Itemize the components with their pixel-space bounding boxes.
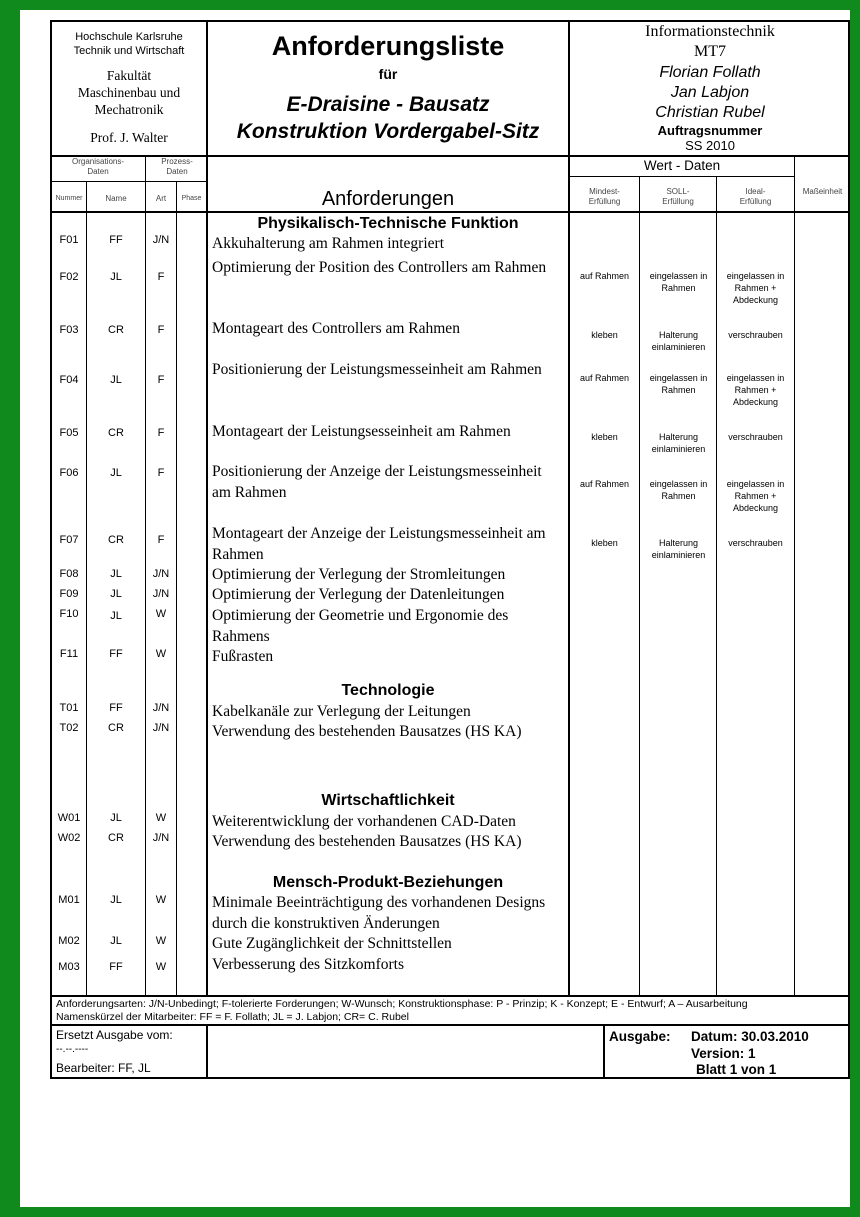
section-physikalisch: Physikalisch-Technische Funktion	[257, 215, 519, 232]
row-f11-requirement: Fußrasten	[212, 648, 274, 665]
row-f07-soll: Halterung einlaminieren	[651, 538, 706, 560]
row-f05-mindest: kleben	[591, 432, 618, 442]
h-line-legend-top	[50, 995, 850, 997]
row-w02-requirement: Verwendung des bestehenden Bausatzes (HS KA)	[212, 833, 522, 850]
row-f04-requirement: Positionierung der Leistungsmesseinheit am Rahmen	[212, 361, 542, 378]
authors: Florian Follath Jan Labjon Christian Rubel	[655, 64, 765, 121]
v-line-mindest	[639, 176, 640, 996]
h-line-wert-split	[569, 176, 794, 177]
document-title: Anforderungsliste	[271, 31, 505, 61]
professor-name: Prof. J. Walter	[90, 130, 168, 145]
row-f06-mindest: auf Rahmen	[579, 479, 630, 489]
process-data-header: Prozess- Daten	[161, 157, 193, 176]
row-f02-requirement: Optimierung der Position des Controllers am Rahmen	[212, 259, 547, 276]
row-m02-art: W	[155, 935, 167, 947]
col-soll: SOLL- Erfüllung	[662, 187, 694, 206]
v-line-phase	[206, 155, 208, 996]
row-f09-name: JL	[110, 588, 122, 600]
row-f10-requirement: Optimierung der Geometrie und Ergonomie des Rahmens	[212, 607, 509, 645]
row-f07-art: F	[157, 534, 165, 546]
row-t02-art: J/N	[152, 722, 170, 734]
replaces-edition-date: --.--.----	[56, 1044, 89, 1055]
title-fuer: für	[378, 66, 398, 82]
row-w01-name: JL	[110, 812, 122, 824]
row-m01-requirement: Minimale Beeinträchtigung des vorhandenen Designs durch die konstruktiven Änderungen	[212, 894, 546, 932]
section-wirtschaftlichkeit: Wirtschaftlichkeit	[321, 792, 455, 809]
v-line-ideal	[794, 155, 795, 996]
col-masseinheit: Maßeinheit	[802, 187, 843, 196]
row-m01-art: W	[155, 894, 167, 906]
row-f01-name: FF	[109, 234, 123, 246]
col-ideal: Ideal- Erfüllung	[739, 187, 772, 206]
row-f09-art: J/N	[152, 588, 170, 600]
row-f07-number: F07	[59, 534, 79, 546]
row-f03-requirement: Montageart des Controllers am Rahmen	[212, 320, 460, 337]
row-f06-requirement: Positionierung der Anzeige der Leistungsmesseinheit am Rahmen	[212, 463, 542, 501]
project-subtitle: E-Draisine - Bausatz	[286, 93, 490, 116]
row-t01-number: T01	[59, 702, 79, 714]
row-m02-number: M02	[58, 935, 80, 947]
row-f03-soll: Halterung einlaminieren	[651, 330, 706, 352]
course: MT7	[694, 43, 726, 60]
v-line-nummer	[86, 182, 87, 996]
row-f01-number: F01	[59, 234, 79, 246]
v-line-soll	[716, 176, 717, 996]
row-m01-name: JL	[110, 894, 122, 906]
row-f04-mindest: auf Rahmen	[579, 373, 630, 383]
row-f04-soll: eingelassen in Rahmen	[649, 373, 708, 395]
row-f11-number: F11	[59, 648, 79, 660]
row-f03-art: F	[157, 324, 165, 336]
row-m02-requirement: Gute Zugänglichkeit der Schnittstellen	[212, 935, 452, 952]
row-f03-name: CR	[108, 324, 124, 336]
row-m03-art: W	[155, 961, 167, 973]
row-f08-art: J/N	[152, 568, 170, 580]
row-f06-ideal: eingelassen in Rahmen + Abdeckung	[726, 479, 785, 513]
row-m03-name: FF	[109, 961, 123, 973]
row-f03-mindest: kleben	[591, 330, 618, 340]
row-f02-art: F	[157, 271, 165, 283]
v-line-footer-right	[603, 1025, 605, 1079]
col-nummer: Nummer	[55, 195, 83, 202]
row-m03-number: M03	[58, 961, 80, 973]
section-technologie: Technologie	[341, 682, 435, 699]
row-f09-number: F09	[59, 588, 79, 600]
row-w01-number: W01	[57, 812, 81, 824]
col-art: Art	[155, 194, 167, 203]
row-f02-number: F02	[59, 271, 79, 283]
row-f07-ideal: verschrauben	[728, 538, 783, 548]
row-f01-requirement: Akkuhalterung am Rahmen integriert	[212, 235, 445, 252]
row-f03-ideal: verschrauben	[728, 330, 783, 340]
row-f04-ideal: eingelassen in Rahmen + Abdeckung	[726, 373, 785, 407]
row-t02-requirement: Verwendung des bestehenden Bausatzes (HS KA)	[212, 723, 522, 740]
row-w02-name: CR	[108, 832, 124, 844]
row-f07-name: CR	[108, 534, 124, 546]
sheet-count: Blatt 1 von 1	[696, 1062, 777, 1077]
col-phase: Phase	[181, 195, 202, 202]
row-f10-number: F10	[59, 608, 79, 620]
row-f07-mindest: kleben	[591, 538, 618, 548]
v-line-footer-left	[206, 1025, 208, 1079]
h-line-org-split	[50, 181, 206, 182]
row-f05-ideal: verschrauben	[728, 432, 783, 442]
row-f05-soll: Halterung einlaminieren	[651, 432, 706, 454]
row-w01-requirement: Weiterentwicklung der vorhandenen CAD-Daten	[212, 813, 516, 830]
faculty-name: Fakultät Maschinenbau und Mechatronik	[77, 68, 181, 117]
row-f05-number: F05	[59, 427, 79, 439]
row-t02-name: CR	[108, 722, 124, 734]
row-f05-art: F	[157, 427, 165, 439]
row-f06-number: F06	[59, 467, 79, 479]
h-line-legend-bottom	[50, 1024, 850, 1026]
row-f05-name: CR	[108, 427, 124, 439]
row-f08-requirement: Optimierung der Verlegung der Stromleitungen	[212, 566, 506, 583]
row-m03-requirement: Verbesserung des Sitzkomforts	[212, 956, 404, 973]
row-f11-art: W	[155, 648, 167, 660]
university-name: Hochschule Karlsruhe Technik und Wirtschaft	[73, 31, 185, 57]
row-f04-art: F	[157, 374, 165, 386]
row-t01-art: J/N	[152, 702, 170, 714]
v-line-art	[176, 182, 177, 996]
edition-date: Datum: 30.03.2010	[691, 1029, 809, 1044]
replaces-edition-label: Ersetzt Ausgabe vom:	[56, 1028, 173, 1042]
order-number-label: Auftragsnummer	[657, 123, 763, 138]
row-w02-art: J/N	[152, 832, 170, 844]
section-mensch-produkt: Mensch-Produkt-Beziehungen	[272, 874, 504, 891]
row-f04-name: JL	[110, 374, 122, 386]
row-m01-number: M01	[58, 894, 80, 906]
legend-requirement-types: Anforderungsarten: J/N-Unbedingt; F-tolerierte Forderungen; W-Wunsch; Konstruktionsphase: P - Prinzip; K - Konzept; E - Entwurf; A – Ausarbeitung	[56, 998, 748, 1010]
row-f10-art: W	[155, 608, 167, 620]
row-w01-art: W	[155, 812, 167, 824]
row-t01-name: FF	[109, 702, 123, 714]
row-f06-art: F	[157, 467, 165, 479]
row-f04-number: F04	[59, 374, 79, 386]
row-f11-name: FF	[109, 648, 123, 660]
row-t02-number: T02	[59, 722, 79, 734]
row-f05-requirement: Montageart der Leistungsesseinheit am Rahmen	[212, 423, 511, 440]
semester: SS 2010	[685, 138, 735, 153]
row-t01-requirement: Kabelkanäle zur Verlegung der Leitungen	[212, 703, 471, 720]
h-line-colhdr-bottom	[50, 211, 850, 213]
row-f02-ideal: eingelassen in Rahmen + Abdeckung	[726, 271, 785, 305]
col-wert-daten: Wert - Daten	[643, 158, 721, 173]
row-w02-number: W02	[57, 832, 81, 844]
legend-name-abbreviations: Namenskürzel der Mitarbeiter: FF = F. Follath; JL = J. Labjon; CR= C. Rubel	[56, 1011, 409, 1023]
row-f02-name: JL	[110, 271, 122, 283]
row-f08-number: F08	[59, 568, 79, 580]
row-f08-name: JL	[110, 568, 122, 580]
row-f06-name: JL	[110, 467, 122, 479]
row-f06-soll: eingelassen in Rahmen	[649, 479, 708, 501]
col-mindest: Mindest- Erfüllung	[588, 187, 621, 206]
row-f02-mindest: auf Rahmen	[579, 271, 630, 281]
row-f10-name: JL	[110, 610, 122, 622]
col-anforderungen: Anforderungen	[321, 188, 455, 210]
org-data-header: Organisations- Daten	[71, 157, 125, 176]
edition-label: Ausgabe:	[609, 1029, 671, 1044]
project-subtitle-2: Konstruktion Vordergabel-Sitz	[236, 120, 540, 143]
row-f03-number: F03	[59, 324, 79, 336]
row-f01-art: J/N	[152, 234, 170, 246]
row-m02-name: JL	[110, 935, 122, 947]
edition-version: Version: 1	[691, 1046, 756, 1061]
department: Informationstechnik	[645, 23, 775, 40]
col-name: Name	[105, 194, 127, 203]
row-f07-requirement: Montageart der Anzeige der Leistungsmesseinheit am Rahmen	[212, 525, 546, 563]
row-f02-soll: eingelassen in Rahmen	[649, 271, 708, 293]
row-f09-requirement: Optimierung der Verlegung der Datenleitungen	[212, 586, 505, 603]
editor: Bearbeiter: FF, JL	[56, 1061, 151, 1075]
